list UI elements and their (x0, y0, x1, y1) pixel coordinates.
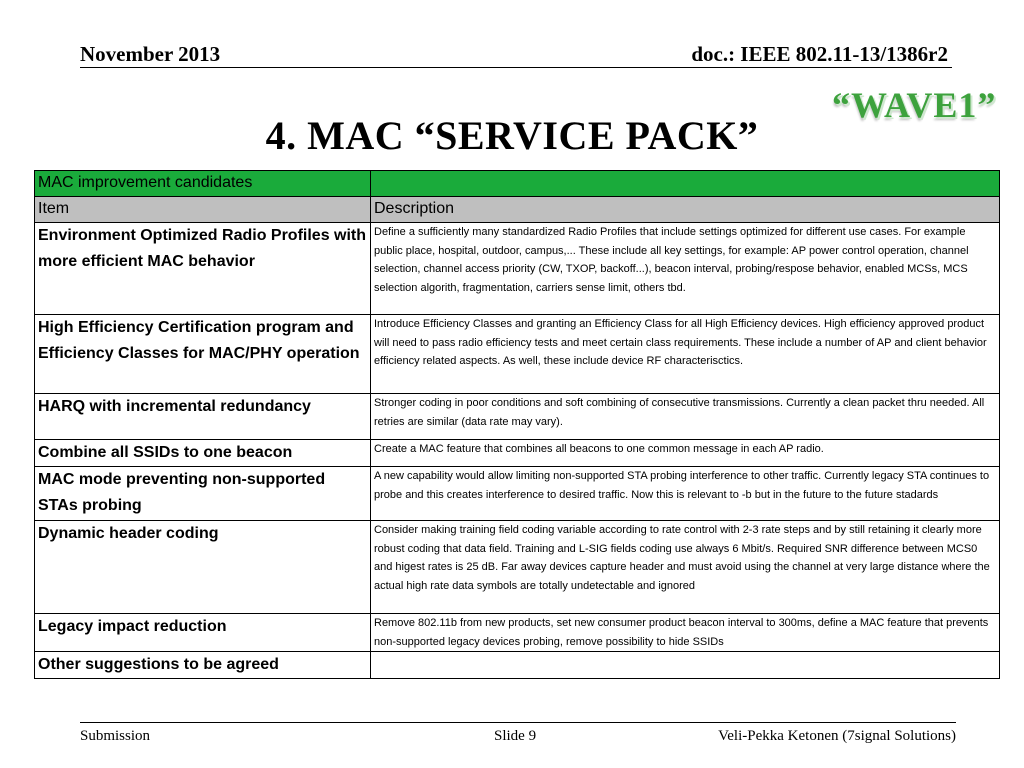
description-cell: Remove 802.11b from new products, set new consumer product beacon interval to 300ms, define a MAC feature that prevents non-supported legacy devices probing, remove possibility to hide SSIDs (371, 614, 1000, 652)
header-doc-id: doc.: IEEE 802.11-13/1386r2 (691, 42, 948, 66)
table-row (35, 614, 1000, 652)
mac-candidates-table (34, 170, 1000, 679)
footer-slide-number: Slide 9 (494, 728, 537, 744)
header-date: November 2013 (80, 42, 221, 66)
section-title-empty (371, 171, 1000, 197)
section-title: MAC improvement candidates (35, 171, 371, 197)
item-cell: High Efficiency Certification program and Efficiency Classes for MAC/PHY operation (35, 315, 371, 394)
item-cell: MAC mode preventing non-supported STAs probing (35, 467, 371, 521)
footer-divider (80, 722, 956, 723)
table-row (35, 394, 1000, 440)
table-row (35, 467, 1000, 521)
item-cell: Dynamic header coding (35, 521, 371, 614)
description-cell: Define a sufficiently many standardized Radio Profiles that include settings optimized for different use cases. For example public place, hospital, outdoor, campus,... These include all key settings, for example: AP power control operation, channel selection, channel access priority (CW, TXOP, backoff...), beacon interval, probing/respose behavior, enabled MCSs, MCS selection algorith, fragmentation, carriers sense limit, others tbd. (371, 223, 1000, 315)
item-cell: Legacy impact reduction (35, 614, 371, 652)
description-cell: Stronger coding in poor conditions and soft combining of consecutive transmissions. Currently a clean packet thru needed. All retries are similar (data rate may vary). (371, 394, 1000, 440)
table-row (35, 315, 1000, 394)
wave1-badge: “WAVE1” (832, 85, 997, 125)
table-header-row (35, 197, 1000, 223)
table-section-row (35, 171, 1000, 197)
column-header-description: Description (371, 197, 1000, 223)
description-cell: Create a MAC feature that combines all beacons to one common message in each AP radio. (371, 440, 1000, 467)
footer-submission: Submission (80, 728, 151, 744)
slide-title: 4. MAC “SERVICE PACK” (265, 113, 759, 158)
item-cell: Environment Optimized Radio Profiles with more efficient MAC behavior (35, 223, 371, 315)
item-cell: Combine all SSIDs to one beacon (35, 440, 371, 467)
item-cell: Other suggestions to be agreed (35, 652, 371, 679)
table-row (35, 223, 1000, 315)
table-row (35, 440, 1000, 467)
item-cell: HARQ with incremental redundancy (35, 394, 371, 440)
column-header-item: Item (35, 197, 371, 223)
description-cell: Introduce Efficiency Classes and granting an Efficiency Class for all High Efficiency devices. High efficiency approved product will need to pass radio efficiency tests and meet certain class requirements. These include a number of AP and client behavior efficiency related aspects. As well, these include device RF characterisctics. (371, 315, 1000, 394)
table-row (35, 652, 1000, 679)
description-cell: A new capability would allow limiting non-supported STA probing interference to other traffic. Currently legacy STA continues to probe and this creates interference to desired traffic. Now this is relevant to -b but in the future to the future stadards (371, 467, 1000, 521)
table-row (35, 521, 1000, 614)
footer-author: Veli-Pekka Ketonen (7signal Solutions) (718, 728, 956, 744)
description-cell (371, 652, 1000, 679)
description-cell: Consider making training field coding variable according to rate control with 2-3 rate steps and by still retaining it clearly more robust coding that data field. Training and L-SIG fields coding use always 6 Mbit/s. Required SNR difference between MCS0 and higest rates is 25 dB. Far away devices capture header and must avoid using the channel at very large distance where the actual high rate data symbols are totally undetectable and ignored (371, 521, 1000, 614)
header-divider (80, 67, 952, 68)
